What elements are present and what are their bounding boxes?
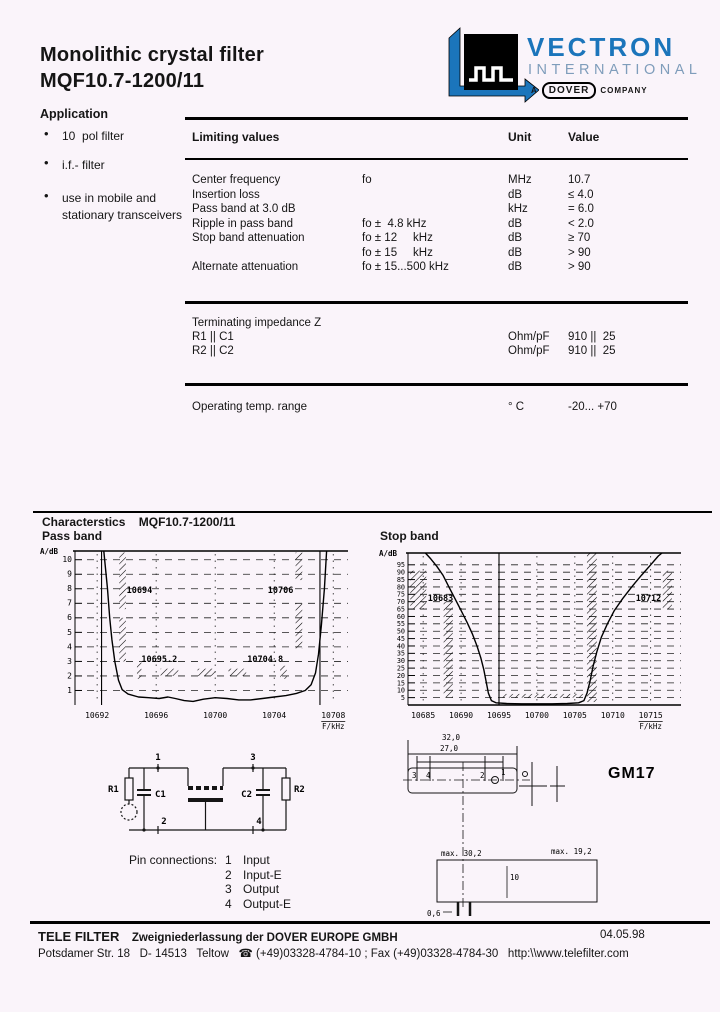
row-name: R2 || C2: [192, 345, 234, 357]
row-name: R1 || C1: [192, 331, 234, 343]
svg-text:10: 10: [62, 555, 72, 565]
svg-text:65: 65: [396, 605, 405, 614]
row-name: Alternate attenuation: [192, 261, 299, 273]
svg-text:10690: 10690: [449, 711, 474, 720]
pin-label: Output-E: [243, 896, 292, 911]
svg-text:45: 45: [396, 634, 405, 643]
row-unit: Ohm/pF: [508, 331, 550, 343]
row-cond: fo ± 15 kHz: [362, 246, 433, 259]
svg-text:10710: 10710: [600, 711, 625, 720]
svg-text:9: 9: [67, 569, 72, 579]
vectron-logo-mark-icon: [443, 26, 539, 106]
passband-title: Pass band: [42, 529, 103, 543]
row-value: < 2.0: [568, 217, 594, 230]
footer-address: Potsdamer Str. 18 D- 14513 Teltow: [38, 948, 239, 960]
svg-text:70: 70: [396, 598, 405, 607]
svg-text:40: 40: [396, 642, 405, 651]
row-unit: dB: [508, 261, 523, 273]
characteristics-model: MQF10.7-1200/11: [138, 515, 236, 529]
row-value: 910 || 25: [568, 345, 616, 357]
application-item: 10 pol filter: [62, 129, 125, 143]
row-value: 10.7: [568, 174, 591, 186]
pin-connection-row: [0, 853, 400, 867]
pin-num: 4: [225, 896, 232, 911]
svg-text:10712: 10712: [635, 593, 662, 604]
svg-text:55: 55: [396, 620, 405, 629]
svg-text:85: 85: [396, 575, 405, 584]
svg-text:10700: 10700: [203, 711, 228, 720]
row-unit: dB: [508, 246, 523, 259]
svg-text:A/dB: A/dB: [40, 547, 59, 556]
bullet-icon: •: [44, 155, 49, 170]
row-unit: dB: [508, 232, 523, 244]
package-length-dim: 32,0: [441, 733, 461, 742]
package-pin2: 2: [480, 771, 485, 780]
row-value: ≥ 70: [568, 232, 591, 244]
row-name: Pass band at 3.0 dB: [192, 203, 296, 215]
table-rule: [185, 117, 688, 120]
stopband-title: Stop band: [380, 529, 439, 543]
svg-text:10704.8: 10704.8: [247, 655, 284, 666]
svg-text:80: 80: [396, 583, 405, 592]
package-drawing: [395, 728, 670, 923]
page-title: [40, 42, 264, 94]
title-line2: MQF10.7-1200/11: [40, 70, 205, 92]
svg-text:5: 5: [67, 627, 72, 637]
pin3-label: 3: [250, 753, 256, 763]
logo-vi-text: VI: [478, 36, 504, 61]
svg-text:10705: 10705: [562, 711, 587, 720]
stopband-chart: [377, 543, 689, 739]
svg-text:50: 50: [396, 627, 405, 636]
svg-text:3: 3: [67, 656, 72, 666]
pin-num: 3: [225, 882, 232, 896]
test-circuit-diagram: [100, 742, 390, 857]
svg-text:10700: 10700: [524, 711, 549, 720]
svg-text:F/kHz: F/kHz: [639, 722, 662, 731]
svg-text:2: 2: [67, 671, 72, 681]
svg-text:10708: 10708: [321, 711, 346, 720]
vectron-logo: [443, 26, 703, 104]
r2-label: R2: [294, 785, 305, 795]
column-header: Unit: [508, 130, 532, 144]
svg-text:10692: 10692: [85, 711, 110, 720]
row-cond: fo ± 12 kHz: [362, 232, 433, 244]
svg-text:10694: 10694: [126, 586, 153, 597]
package-pin3: 3: [412, 771, 417, 780]
package-pin-diameter-dim: 0,6: [427, 909, 441, 918]
c2-label: C2: [241, 790, 252, 800]
row-name: Center frequency: [192, 174, 281, 186]
pin-connection-row: [0, 868, 400, 882]
svg-text:10695: 10695: [486, 711, 512, 720]
bullet-icon: •: [44, 188, 49, 203]
svg-text:10696: 10696: [144, 711, 169, 720]
pin-num: 2: [225, 867, 232, 882]
pin-connection-row: [0, 882, 400, 896]
pin4-label: 4: [256, 817, 262, 827]
svg-text:90: 90: [396, 568, 405, 577]
row-value: 910 || 25: [568, 331, 616, 343]
application-item: use in mobile and: [62, 191, 157, 205]
footer-address-line: [38, 944, 629, 962]
row-name: Ripple in pass band: [192, 217, 294, 230]
package-height-dim: max. 19,2: [551, 847, 592, 856]
row-cond: fo: [362, 174, 372, 186]
svg-text:5: 5: [400, 694, 405, 703]
svg-text:20: 20: [396, 671, 405, 680]
section-rule: [33, 511, 712, 513]
package-pin4: 4: [426, 771, 431, 780]
column-header: Value: [568, 130, 600, 144]
svg-text:15: 15: [396, 679, 405, 688]
row-value: > 90: [568, 246, 591, 259]
package-mid-dim: 10: [510, 873, 520, 882]
svg-text:1: 1: [67, 685, 72, 695]
package-width-dim: max. 30,2: [441, 849, 482, 858]
row-value: -20... +70: [568, 401, 617, 413]
svg-text:10704: 10704: [262, 711, 287, 720]
row-unit: ° C: [508, 401, 525, 413]
limiting-values-table: [185, 124, 688, 414]
svg-text:25: 25: [396, 664, 405, 673]
svg-text:10706: 10706: [267, 586, 294, 597]
brand-name: VECTRON: [527, 32, 676, 62]
characteristics-heading: [42, 515, 235, 529]
application-heading: Application: [40, 107, 109, 121]
pin-connection-row: [0, 897, 400, 911]
footer-subtitle: Zweigniederlassung der DOVER EUROPE GMBH: [131, 932, 398, 944]
row-value: = 6.0: [568, 203, 594, 215]
svg-text:30: 30: [396, 657, 405, 666]
r1-label: R1: [108, 785, 119, 795]
svg-text:10683: 10683: [427, 593, 454, 604]
application-item: i.f.- filter: [62, 158, 105, 172]
characteristics-label: Characterstics: [42, 515, 126, 529]
row-unit: dB: [508, 217, 523, 230]
dover-suffix: COMPANY: [600, 86, 648, 95]
svg-text:10715: 10715: [638, 711, 663, 720]
package-name: GM17: [608, 765, 656, 782]
pin-label: Input-E: [243, 867, 282, 882]
package-pin1: 1: [501, 768, 506, 777]
c1-label: C1: [155, 790, 166, 800]
pin2-label: 2: [161, 817, 167, 827]
pin-num: 1: [225, 853, 232, 867]
svg-text:10685: 10685: [411, 711, 436, 720]
row-name: Operating temp. range: [192, 401, 308, 413]
bullet-icon: •: [44, 126, 49, 141]
svg-text:8: 8: [67, 584, 72, 594]
pin-label: Input: [243, 853, 270, 867]
footer-company: TELE FILTER: [38, 929, 120, 944]
impedance-title: Terminating impedance Z: [192, 317, 322, 329]
dover-prefix: A: [531, 86, 538, 95]
title-line1: Monolithic crystal filter: [40, 44, 264, 66]
footer-contact: (+49)03328-4784-10 ; Fax (+49)03328-4784-30 http:\\www.telefilter.com: [252, 948, 629, 960]
row-unit: Ohm/pF: [508, 345, 550, 357]
svg-text:A/dB: A/dB: [379, 549, 398, 558]
brand-sub: INTERNATIONAL: [528, 62, 702, 78]
row-name: Insertion loss: [192, 188, 260, 201]
footer-rule: [30, 921, 710, 924]
row-cond: fo ± 4.8 kHz: [362, 217, 427, 230]
row-unit: kHz: [508, 203, 528, 215]
pin-label: Output: [243, 882, 280, 896]
package-pinspan-dim: 27,0: [439, 744, 459, 753]
application-item: stationary transceivers: [62, 208, 183, 222]
svg-text:35: 35: [396, 649, 405, 658]
svg-text:7: 7: [67, 598, 72, 608]
pin-connections-heading: Pin connections:: [129, 853, 218, 867]
row-value: ≤ 4.0: [568, 188, 594, 201]
svg-text:60: 60: [396, 612, 405, 621]
dover-badge: DOVER: [542, 82, 597, 99]
row-unit: dB: [508, 188, 523, 201]
pin1-label: 1: [155, 753, 161, 763]
svg-text:95: 95: [396, 561, 405, 570]
column-header: Limiting values: [192, 130, 280, 144]
svg-text:4: 4: [67, 642, 72, 652]
row-name: Stop band attenuation: [192, 232, 305, 244]
svg-text:10695.2: 10695.2: [141, 655, 178, 666]
dover-line: [531, 82, 648, 99]
row-cond: fo ± 15...500 kHz: [362, 261, 449, 273]
svg-text:6: 6: [67, 613, 72, 623]
row-unit: MHz: [508, 174, 532, 186]
phone-icon: ☎: [238, 948, 253, 960]
svg-text:10: 10: [396, 686, 405, 695]
footer-date: 04.05.98: [600, 929, 645, 941]
row-value: > 90: [568, 261, 591, 273]
svg-text:F/kHz: F/kHz: [321, 722, 345, 731]
svg-text:75: 75: [396, 590, 405, 599]
passband-chart: [38, 543, 358, 739]
